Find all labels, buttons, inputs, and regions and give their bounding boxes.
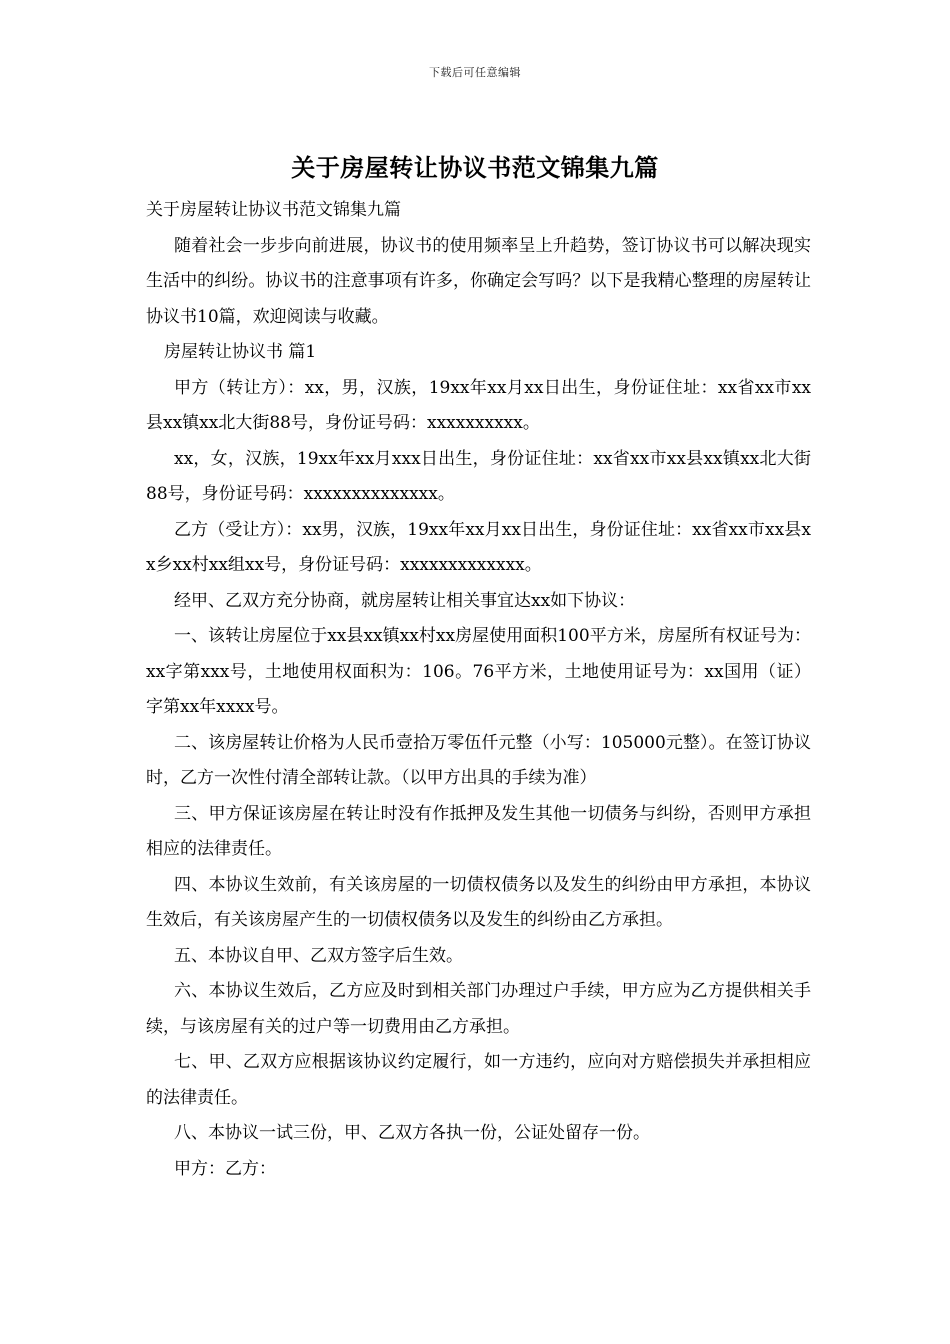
paragraph: 三、甲方保证该房屋在转让时没有作抵押及发生其他一切债务与纠纷，否则甲方承担相应的法律责任。 (146, 803, 811, 859)
header-note: 下载后可任意编辑 (429, 66, 521, 79)
paragraph: 关于房屋转让协议书范文锦集九篇 (146, 200, 401, 220)
paragraph: xx，女，汉族，19xx年xx月xxx日出生，身份证住址：xx省xx市xx县xx镇xx北大街88号，身份证号码：xxxxxxxxxxxxxx。 (146, 448, 811, 504)
paragraph: 房屋转让协议书 篇1 (164, 342, 317, 362)
document-title: 关于房屋转让协议书范文锦集九篇 (291, 154, 659, 182)
paragraph: 四、本协议生效前，有关该房屋的一切债权债务以及发生的纠纷由甲方承担，本协议生效后，有关该房屋产生的一切债权债务以及发生的纠纷由乙方承担。 (146, 874, 811, 930)
paragraph: 乙方（受让方）：xx男，汉族，19xx年xx月xx日出生，身份证住址：xx省xx市xx县xx乡xx村xx组xx号，身份证号码：xxxxxxxxxxxxx。 (146, 519, 811, 575)
paragraph: 二、该房屋转让价格为人民币壹拾万零伍仟元整（小写：105000元整）。在签订协议时，乙方一次性付清全部转让款。（以甲方出具的手续为准） (146, 732, 811, 788)
paragraph: 六、本协议生效后，乙方应及时到相关部门办理过户手续，甲方应为乙方提供相关手续，与该房屋有关的过户等一切费用由乙方承担。 (146, 981, 811, 1037)
signature-line: 甲方：乙方： (174, 1158, 276, 1179)
paragraph: 七、甲、乙双方应根据该协议约定履行，如一方违约，应向对方赔偿损失并承担相应的法律责任。 (146, 1052, 811, 1108)
paragraph: 五、本协议自甲、乙双方签字后生效。 (174, 945, 463, 966)
paragraph: 经甲、乙双方充分协商，就房屋转让相关事宜达xx如下协议： (174, 590, 636, 611)
paragraph: 八、本协议一试三份，甲、乙双方各执一份，公证处留存一份。 (174, 1123, 650, 1143)
paragraph: 甲方（转让方）：xx，男，汉族，19xx年xx月xx日出生，身份证住址：xx省xx市xx县xx镇xx北大街88号，身份证号码：xxxxxxxxxx。 (146, 377, 811, 433)
paragraph: 一、该转让房屋位于xx县xx镇xx村xx房屋使用面积100平方米，房屋所有权证号为：xx字第xxx号，土地使用权面积为：106。76平方米，土地使用证号为：xx国用（证）字第xx年xxxx号。 (146, 626, 811, 717)
paragraph: 随着社会一步步向前进展，协议书的使用频率呈上升趋势，签订协议书可以解决现实生活中的纠纷。协议书的注意事项有许多，你确定会写吗？以下是我精心整理的房屋转让协议书10篇，欢迎阅读与收藏。 (146, 235, 811, 327)
document-body (146, 193, 811, 1187)
